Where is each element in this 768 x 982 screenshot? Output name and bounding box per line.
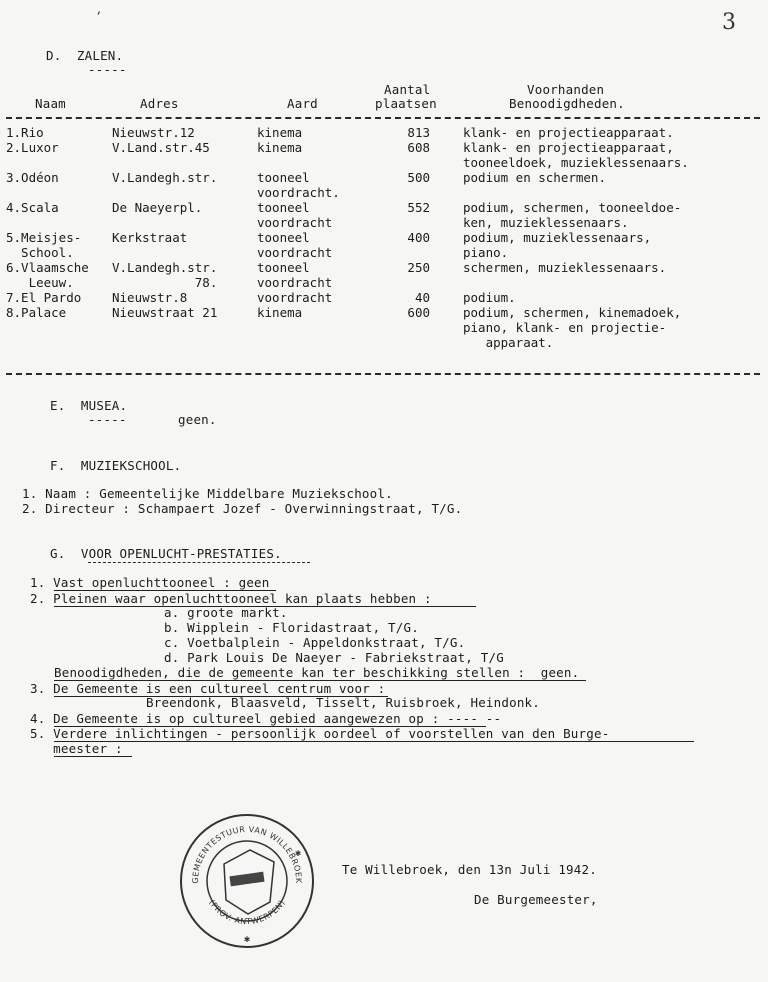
hall-requirements: podium, muzieklessenaars,: [463, 230, 652, 245]
hall-address: De Naeyerpl.: [112, 200, 203, 215]
hall-seats: 552: [407, 200, 430, 215]
hall-address: V.Land.str.45: [112, 140, 210, 155]
place-and-date: Te Willebroek, den 13n Juli 1942.: [342, 862, 597, 877]
hall-seats: 40: [414, 290, 430, 305]
hall-requirements: piano.: [463, 245, 509, 260]
hall-name: 3.Odéon: [6, 170, 59, 185]
section-g-item-4: 4. De Gemeente is op cultureel gebied aangewezen op : ---- --: [30, 711, 502, 726]
hall-kind: voordracht: [257, 245, 333, 260]
hall-name: 4.Scala: [6, 200, 59, 215]
hall-address: Kerkstraat: [112, 230, 188, 245]
hall-requirements: klank- en projectieapparaat,: [463, 140, 674, 155]
item-5-underline-2: [54, 756, 132, 757]
header-name: Naam: [35, 96, 66, 111]
hall-seats: 250: [407, 260, 430, 275]
section-e-rule: -----: [88, 412, 127, 427]
section-g-item-2a: a. groote markt.: [164, 605, 288, 620]
section-g-item-5-line1: 5. Verdere inlichtingen - persoonlijk oordeel of voorstellen van den Burge-: [30, 726, 610, 741]
section-g-item-3-places: Breendonk, Blaasveld, Tisselt, Ruisbroek, Heindonk.: [146, 695, 541, 710]
hall-kind: voordracht.: [257, 185, 340, 200]
hall-requirements: podium en schermen.: [463, 170, 606, 185]
table-row: [0, 290, 768, 305]
hall-name: 5.Meisjes-: [6, 230, 82, 245]
header-req-line2: Benoodigdheden.: [509, 96, 625, 111]
hall-requirements: schermen, muzieklessenaars.: [463, 260, 667, 275]
table-row: [0, 260, 768, 275]
table-row: [0, 320, 768, 335]
table-row: [0, 275, 768, 290]
section-g-item-1: 1. Vast openluchttooneel : geen: [30, 575, 270, 590]
hall-kind: tooneel: [257, 230, 310, 245]
section-g-item-2-requirements: Benoodigdheden, die de gemeente kan ter beschikking stellen : geen.: [54, 665, 580, 680]
hall-kind: kinema: [257, 305, 303, 320]
item-5-underline: [54, 741, 694, 742]
hall-name: 1.Rio: [6, 125, 44, 140]
hall-address: V.Landegh.str.: [112, 260, 218, 275]
header-seats-line1: Aantal: [384, 82, 431, 97]
hall-kind: kinema: [257, 140, 303, 155]
hall-seats: 500: [407, 170, 430, 185]
table-row: [0, 140, 768, 155]
header-kind: Aard: [287, 96, 318, 111]
hall-address: Nieuwstraat 21: [112, 305, 218, 320]
hall-kind: tooneel: [257, 260, 310, 275]
hall-name: School.: [6, 245, 74, 260]
hall-requirements: podium, schermen, tooneeldoe-: [463, 200, 682, 215]
hall-requirements: ken, muzieklessenaars.: [463, 215, 629, 230]
section-f-item-1: 1. Naam : Gemeentelijke Middelbare Muziekschool.: [22, 486, 393, 501]
table-row: [0, 125, 768, 140]
hall-name: 6.Vlaamsche: [6, 260, 89, 275]
hall-name: 7.El Pardo: [6, 290, 82, 305]
hall-address: Nieuwstr.12: [112, 125, 195, 140]
hall-name: 8.Palace: [6, 305, 67, 320]
table-row: [0, 185, 768, 200]
table-row: [0, 170, 768, 185]
section-e-value: geen.: [178, 412, 217, 427]
hall-kind: voordracht: [257, 215, 333, 230]
hall-address: Nieuwstr.8: [112, 290, 188, 305]
section-f-item-2: 2. Directeur : Schampaert Jozef - Overwinningstraat, T/G.: [22, 501, 463, 516]
hall-kind: voordracht: [257, 275, 333, 290]
signatory-title: De Burgemeester,: [474, 892, 598, 907]
section-d-rule: -----: [88, 62, 127, 77]
hall-requirements: klank- en projectieapparaat.: [463, 125, 674, 140]
stray-mark: ʼ: [96, 10, 101, 26]
table-row: [0, 305, 768, 320]
section-f-title: F. MUZIEKSCHOOL.: [50, 458, 182, 473]
table-bottom-rule: [6, 373, 760, 375]
hall-kind: voordracht: [257, 290, 333, 305]
hall-name: 2.Luxor: [6, 140, 59, 155]
table-row: [0, 230, 768, 245]
hall-requirements: piano, klank- en projectie-: [463, 320, 667, 335]
hall-address: V.Landegh.str.: [112, 170, 218, 185]
section-e-title: E. MUSEA.: [50, 398, 128, 413]
hall-requirements: podium, schermen, kinemadoek,: [463, 305, 682, 320]
table-row: [0, 215, 768, 230]
section-g-title: G. VOOR OPENLUCHT-PRESTATIES.: [50, 546, 282, 561]
page-number: 3: [722, 10, 736, 35]
hall-seats: 600: [407, 305, 430, 320]
hall-address: 78.: [112, 275, 218, 290]
table-row: [0, 335, 768, 350]
svg-text:✱: ✱: [294, 848, 302, 859]
header-address: Adres: [140, 96, 179, 111]
hall-seats: 608: [407, 140, 430, 155]
svg-text:✱: ✱: [243, 934, 251, 945]
hall-seats: 813: [407, 125, 430, 140]
section-g-item-2b: b. Wipplein - Floridastraat, T/G.: [164, 620, 419, 635]
municipal-seal-stamp: [178, 812, 316, 950]
hall-kind: tooneel: [257, 200, 310, 215]
table-row: [0, 155, 768, 170]
hall-seats: 400: [407, 230, 430, 245]
header-seats-line2: plaatsen: [375, 96, 437, 111]
table-top-rule: [6, 117, 760, 119]
svg-text:(PROV. ANTWERPEN): [207, 898, 287, 926]
section-g-item-3: 3. De Gemeente is een cultureel centrum voor :: [30, 681, 386, 696]
section-g-item-5-line2: meester :: [30, 741, 123, 756]
table-row: [0, 245, 768, 260]
hall-kind: kinema: [257, 125, 303, 140]
hall-requirements: podium.: [463, 290, 516, 305]
seal-text-bottom: (PROV. ANTWERPEN): [207, 898, 287, 927]
section-g-item-2c: c. Voetbalplein - Appeldonkstraat, T/G.: [164, 635, 466, 650]
section-g-item-2d: d. Park Louis De Naeyer - Fabriekstraat, T/G: [164, 650, 504, 665]
hall-name: Leeuw.: [6, 275, 74, 290]
hall-kind: tooneel: [257, 170, 310, 185]
section-g-title-rule: [88, 562, 310, 563]
seal-text-top: GEMEENTESTUUR VAN WILLEBROEK: [190, 824, 304, 884]
section-g-item-2: 2. Pleinen waar openluchttooneel kan plaats hebben :: [30, 591, 432, 606]
section-d-title: D. ZALEN.: [46, 48, 124, 63]
header-req-line1: Voorhanden: [527, 82, 605, 97]
table-row: [0, 200, 768, 215]
hall-requirements: tooneeldoek, muzieklessenaars.: [463, 155, 689, 170]
hall-requirements: apparaat.: [463, 335, 554, 350]
